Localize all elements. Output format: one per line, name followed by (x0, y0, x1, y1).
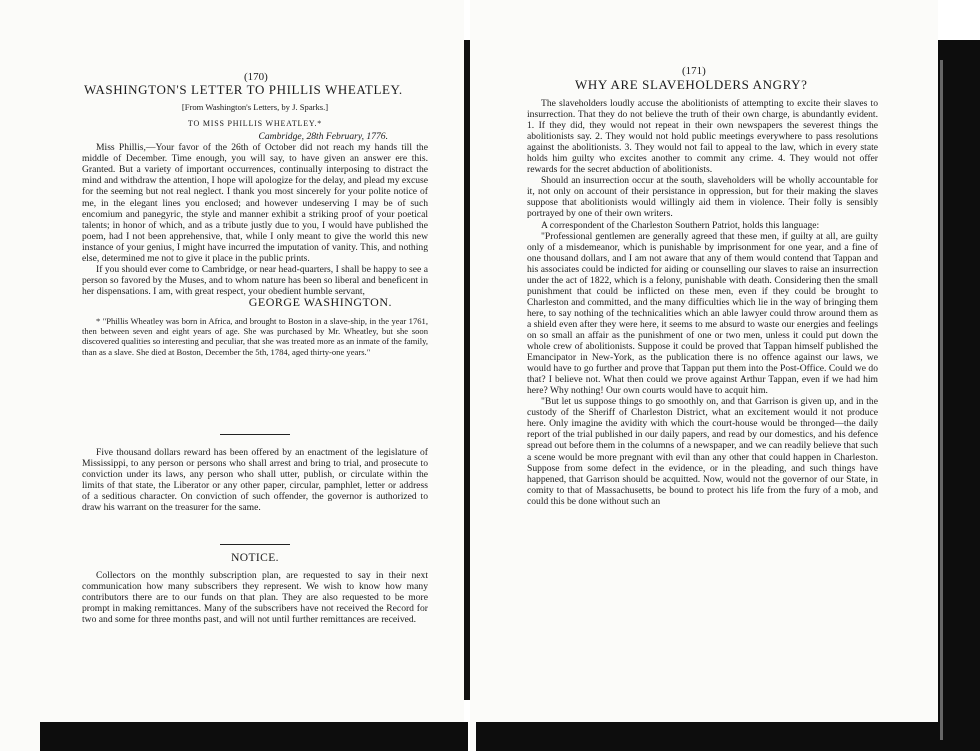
reward-article (82, 434, 428, 513)
article-paragraph-2: Should an insurrection occur at the south, slaveholders will be wholly accountable for it, not only on account of their persistance in oppression, but for their making the slaves suppose that abolitionists would willingly aid them in violence. Their folly is sensibly portrayed by one of their own writers. (527, 175, 878, 220)
notice-article (82, 544, 428, 625)
section-divider (220, 544, 290, 545)
washington-letter (82, 102, 428, 357)
scan-bottom-shadow-right (476, 722, 938, 751)
letter-dateline: Cambridge, 28th February, 1776. (258, 131, 388, 143)
article-paragraph-4: "Professional gentlemen are generally agreed that these men, if guilty at all, are guilty only of a misdemeanor, which is punishable by imprisonment for one year, and a fine of one thousand dollars, and I am not aware that any of them would contend that Tappan and his associates could be indicted for aiding or counselling our slaves to raise an insurrection under the act of 1822, which is a felony, punishable with death. Considering then the small punishment that could be inflicted on these men, even if they could be brought to Charleston and committed, and the many difficulties which lie in the way of bringing them here, to say nothing of the technicalities which an able lawyer could throw around them as a shield even after they were here, it seems to me absurd to waste our energies and feelings on so small an affair as the punishment of one or two men, unless it could put down the whole crew of abolitionists. Suppose it could be proved that Tappan himself published the Emancipator in New-York, as the publication there is no offence against our laws, we would have to go further and prove that Tappan put them into the Post-Office. Could we do that? I believe not. What then could we prove against Arthur Tappan, even if we had him here? Why nothing! Our own courts would have to acquit him. (527, 230, 878, 397)
slaveholders-article (527, 98, 878, 507)
source-line: [From Washington's Letters, by J. Sparks.] (181, 102, 329, 112)
footnote: * "Phillis Wheatley was born in Africa, and brought to Boston in a slave-ship, in the year 1761, then between seven and eight years of age. She was purchased by Mr. Wheatley, but she soon discovered qualities so interesting and peculiar, that she was treated more as an inmate of the family, than as a slave. She died at Boston, December the 5th, 1784, aged thirty-one years." (82, 316, 428, 357)
page-number-right: (171) (682, 65, 706, 77)
page-number-left: (170) (244, 71, 268, 83)
scan-bottom-shadow-left (40, 722, 468, 751)
article-title-left: WASHINGTON'S LETTER TO PHILLIS WHEATLEY. (84, 82, 403, 97)
section-divider (220, 434, 290, 435)
article-paragraph-1: The slaveholders loudly accuse the abolitionists of attempting to excite their slaves to insurrection. That they do not believe the truth of their own charge, is abundantly evident. 1. If they did, they would not repeat in their own newspapers the severest things the abolitionists say. 2. They would not hold public meetings everywhere to pass resolutions against the abolitionists. 3. They would not fail to appeal to the law, which in every state holds him guilty who excites another to commit any crime. 4. They would not offer rewards for the secret abduction of abolitionists. (527, 98, 878, 176)
notice-heading: NOTICE. (231, 552, 279, 564)
page-edge-shadow (938, 40, 980, 751)
page-edge-strip (940, 60, 943, 740)
book-gutter (464, 40, 470, 700)
reward-paragraph: Five thousand dollars reward has been offered by an enactment of the legislature of Mississippi, to any person or persons who shall arrest and bring to trial, and prosecute to conviction under its laws, any person who shall utter, publish, or circulate within the limits of that state, the Liberator or any other paper, circular, pamphlet, letter or address of a seditious character. On conviction of such offender, the governor is authorized to draw his warrant on the treasurer for the same. (82, 447, 428, 514)
notice-paragraph: Collectors on the monthly subscription plan, are requested to say in their next communication how many subscribers they represent. We wish to know how many contributors there are to our funds on that plan. They are also requested to be more prompt in making remittances. Many of the subscribers have not received the Record for two and some for three months past, and will not until further remittances are received. (82, 570, 428, 626)
letter-recipient: TO MISS PHILLIS WHEATLEY.* (187, 119, 323, 129)
article-title-right: WHY ARE SLAVEHOLDERS ANGRY? (575, 77, 808, 92)
article-paragraph-3: A correspondent of the Charleston Southern Patriot, holds this language: (541, 219, 820, 231)
letter-signature: GEORGE WASHINGTON. (248, 294, 392, 309)
article-paragraph-5: "But let us suppose things to go smoothly on, and that Garrison is given up, and in the custody of the Sheriff of Charleston District, what an excitement would it not produce here. Only imagine the avidity with which the court-house would be thronged—the daily report of the trial published in our daily papers, and read by our domestics, and his defence spread out before them in the columns of a newspaper, and we can readily believe that such a scene would be more pregnant with evil than any other that could happen in Charleston. Suppose from some defect in the evidence, or in the pleading, and such things have happened, that Garrison should be acquitted. Now, would not the governor of our State, in comity to that of Massachusetts, be bound to protect his life from the fury of a mob, and could this be done without such an (527, 396, 878, 507)
letter-paragraph-1: Miss Phillis,—Your favor of the 26th of October did not reach my hands till the middle of December. Time enough, you will say, to have given an answer ere this. Granted. But a variety of important occurrences, continually interposing to distract the mind and withdraw the attention, I hope will apologize for the delay, and plead my excuse for the seeming but not real neglect. I thank you most sincerely for your polite notice of me, in the elegant lines you enclosed; and however undeserving I may be of such encomium and panegyric, the style and manner exhibit a striking proof of your poetical talents; in honor of which, and as a tribute justly due to you, I would have published the poem, had I not been apprehensive, that, while I only meant to give the world this new instance of your genius, I might have incurred the imputation of vanity. This, and nothing else, determined me not to give it place in the public prints. (82, 142, 428, 264)
letter-paragraph-2: If you should ever come to Cambridge, or near head-quarters, I shall be happy to see a person so favored by the Muses, and to whom nature has been so liberal and beneficent in her dispensations. I am, with great respect, your obedient humble servant, (82, 263, 428, 297)
